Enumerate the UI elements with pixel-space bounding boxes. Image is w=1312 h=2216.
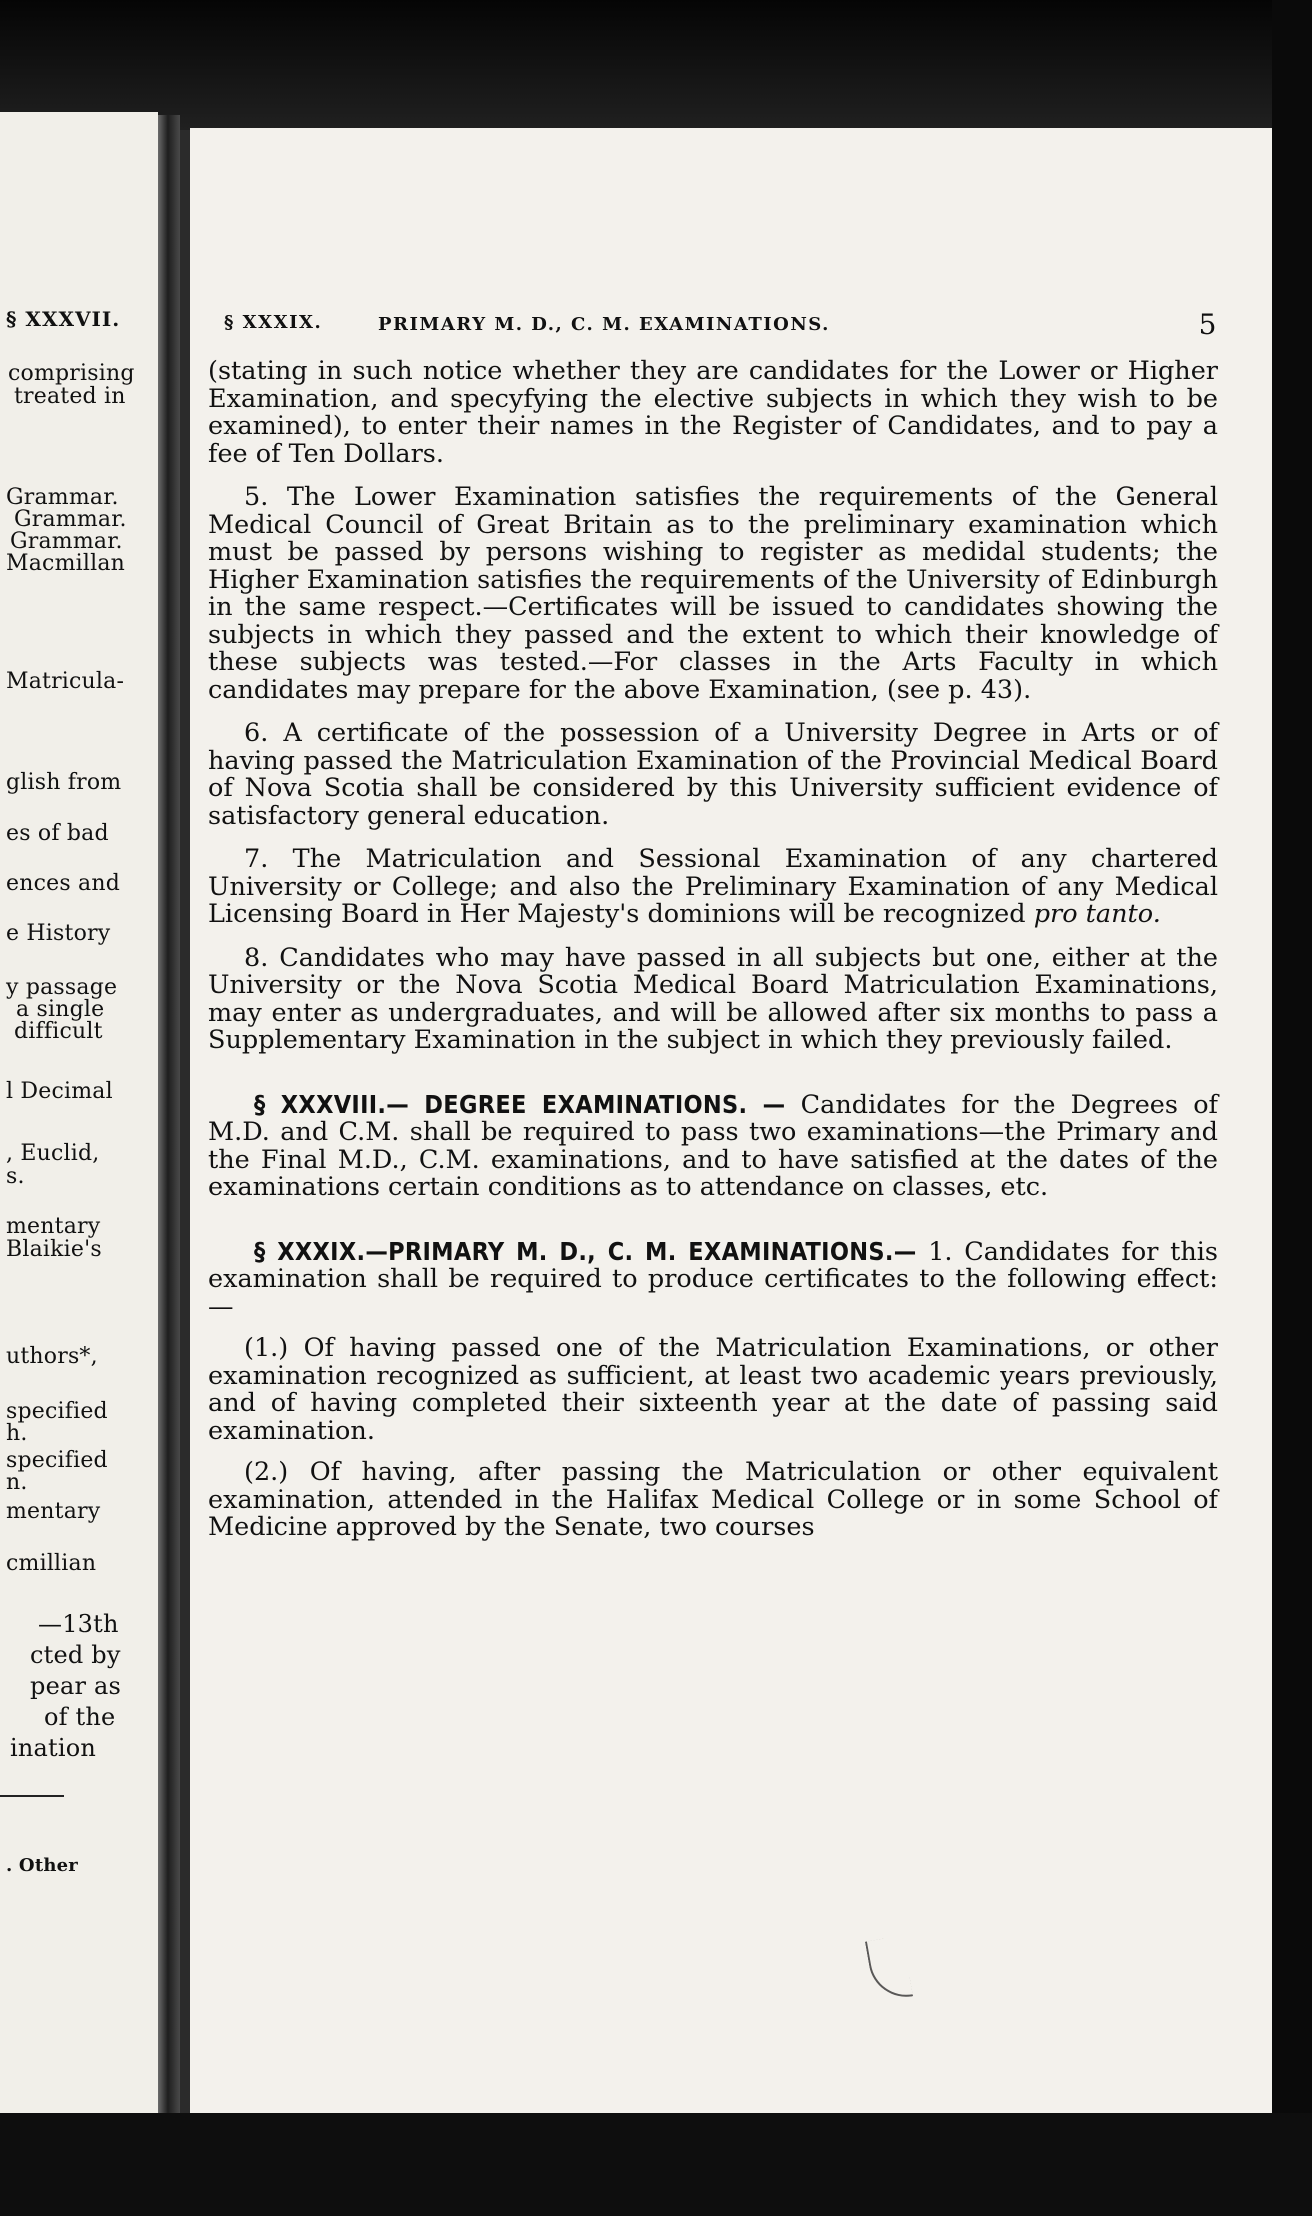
left-fragment: e History bbox=[6, 921, 111, 946]
paragraph-6: 6. A certificate of the possession of a University Degree in Arts or of having passed the Matriculation Examination of the Provincial Medical Board of Nova Scotia shall be considered by this University sufficient evidence of satisfactory general education. bbox=[208, 718, 1218, 831]
left-fragment: pear as bbox=[30, 1672, 122, 1700]
section-xxxix bbox=[208, 1238, 1218, 1322]
left-fragment: mentary bbox=[6, 1214, 101, 1239]
left-fragment: difficult bbox=[14, 1019, 103, 1044]
left-fragment: mentary bbox=[6, 1499, 101, 1524]
section-xxxviii-body: Candidates for the Degrees of M.D. and C.M. shall be required to pass two examinations—the Primary and the Final M.D., C.M. examinations, and to have satisfied at the dates of the examinations certain conditions as to attendance on classes, etc. bbox=[208, 1089, 1218, 1202]
book-gutter-shadow bbox=[180, 130, 190, 2120]
section-xxxviii-heading: § XXXVIII.— DEGREE EXAMINATIONS. — bbox=[254, 1089, 786, 1119]
paragraph-5: 5. The Lower Examination satisfies the requirements of the General Medical Council of Great Britain as to the preliminary examination which must be passed by persons wishing to register as medidal students; the Higher Examination satisfies the requirements of the University of Edinburgh in the same respect.—Certificates will be issued to candidates showing the subjects in which they passed and the extent to which their knowledge of these subjects was tested.—For classes in the Arts Faculty in which candidates may prepare for the above Examination, (see p. 43). bbox=[208, 482, 1218, 705]
left-fragment: Macmillan bbox=[6, 551, 126, 576]
running-head-section: § XXXIX. bbox=[224, 312, 323, 333]
scan-border-bottom bbox=[0, 2113, 1312, 2216]
left-fragment: treated in bbox=[14, 384, 126, 409]
requirement-1: (1.) Of having passed one of the Matriculation Examinations, or other examination recognized as sufficient, at least two academic years previously, and of having completed their sixteenth year at the date of passing said examination. bbox=[208, 1333, 1218, 1446]
left-fragment: Blaikie's bbox=[6, 1237, 102, 1262]
left-fragment: y passage bbox=[6, 975, 118, 1000]
left-fragment: l Decimal bbox=[6, 1079, 113, 1104]
paragraph-7 bbox=[208, 846, 1218, 929]
left-page-fragment bbox=[0, 112, 158, 2122]
section-xxxviii bbox=[208, 1091, 1218, 1202]
left-fragment: Grammar. bbox=[14, 507, 127, 532]
left-fragment: Grammar. bbox=[10, 529, 123, 554]
left-fragment: s. bbox=[6, 1164, 25, 1189]
left-fragment: —13th bbox=[38, 1610, 119, 1638]
page-number: 5 bbox=[1198, 308, 1218, 341]
left-fragment: a single bbox=[16, 997, 105, 1022]
paragraph-8: 8. Candidates who may have passed in all subjects but one, either at the University or the Nova Scotia Medical Board Matriculation Examinations, may enter as undergraduates, and will be allowed after six months to pass a Supplementary Examination in the subject in which they previously failed. bbox=[208, 942, 1218, 1055]
running-head bbox=[208, 308, 1218, 348]
scan-border-top bbox=[0, 0, 1312, 140]
left-page-header: § XXXVII. bbox=[6, 307, 121, 331]
right-page bbox=[190, 128, 1272, 2113]
left-fragment: uthors*, bbox=[6, 1344, 98, 1369]
left-fragment: Grammar. bbox=[6, 485, 119, 510]
divider bbox=[0, 1795, 64, 1797]
left-fragment: specified bbox=[6, 1448, 108, 1473]
left-fragment: Matricula- bbox=[6, 669, 125, 694]
page-content bbox=[208, 308, 1218, 1542]
left-fragment: n. bbox=[6, 1470, 28, 1495]
left-fragment: of the bbox=[44, 1703, 116, 1731]
left-fragment: cted by bbox=[30, 1641, 121, 1669]
scan-border-right bbox=[1272, 0, 1312, 2216]
running-head-title: PRIMARY M. D., C. M. EXAMINATIONS. bbox=[378, 314, 830, 335]
left-fragment: comprising bbox=[8, 361, 135, 386]
left-fragment: , Euclid, bbox=[6, 1141, 100, 1166]
left-fragment: . Other bbox=[6, 1855, 78, 1876]
section-xxxix-body: 1. Candidates for this examination shall be required to produce certificates to the following effect:— bbox=[208, 1236, 1218, 1322]
requirement-2: (2.) Of having, after passing the Matriculation or other equivalent examination, attended in the Halifax Medical College or in some School of Medicine approved by the Senate, two courses bbox=[208, 1457, 1218, 1542]
book-gutter bbox=[158, 115, 180, 2125]
paragraph-7-text: 7. The Matriculation and Sessional Examination of any chartered University or College; and also the Preliminary Examination of any Medical Licensing Board in Her Majesty's dominions will be recognized bbox=[208, 844, 1218, 929]
left-fragment: ences and bbox=[6, 871, 120, 896]
section-xxxix-heading: § XXXIX.—PRIMARY M. D., C. M. EXAMINATIONS.— bbox=[254, 1236, 917, 1266]
left-fragment: h. bbox=[6, 1421, 28, 1446]
paragraph-7-latin: pro tanto. bbox=[1033, 899, 1161, 929]
left-fragment: cmillian bbox=[6, 1551, 97, 1576]
left-fragment: specified bbox=[6, 1399, 108, 1424]
paragraph-continued: (stating in such notice whether they are candidates for the Lower or Higher Examination, and specyfying the elective subjects in which they wish to be examined), to enter their names in the Register of Candidates, and to pay a fee of Ten Dollars. bbox=[208, 356, 1218, 469]
left-fragment: glish from bbox=[6, 770, 122, 795]
left-fragment: es of bad bbox=[6, 821, 109, 846]
left-fragment: ination bbox=[10, 1734, 97, 1762]
